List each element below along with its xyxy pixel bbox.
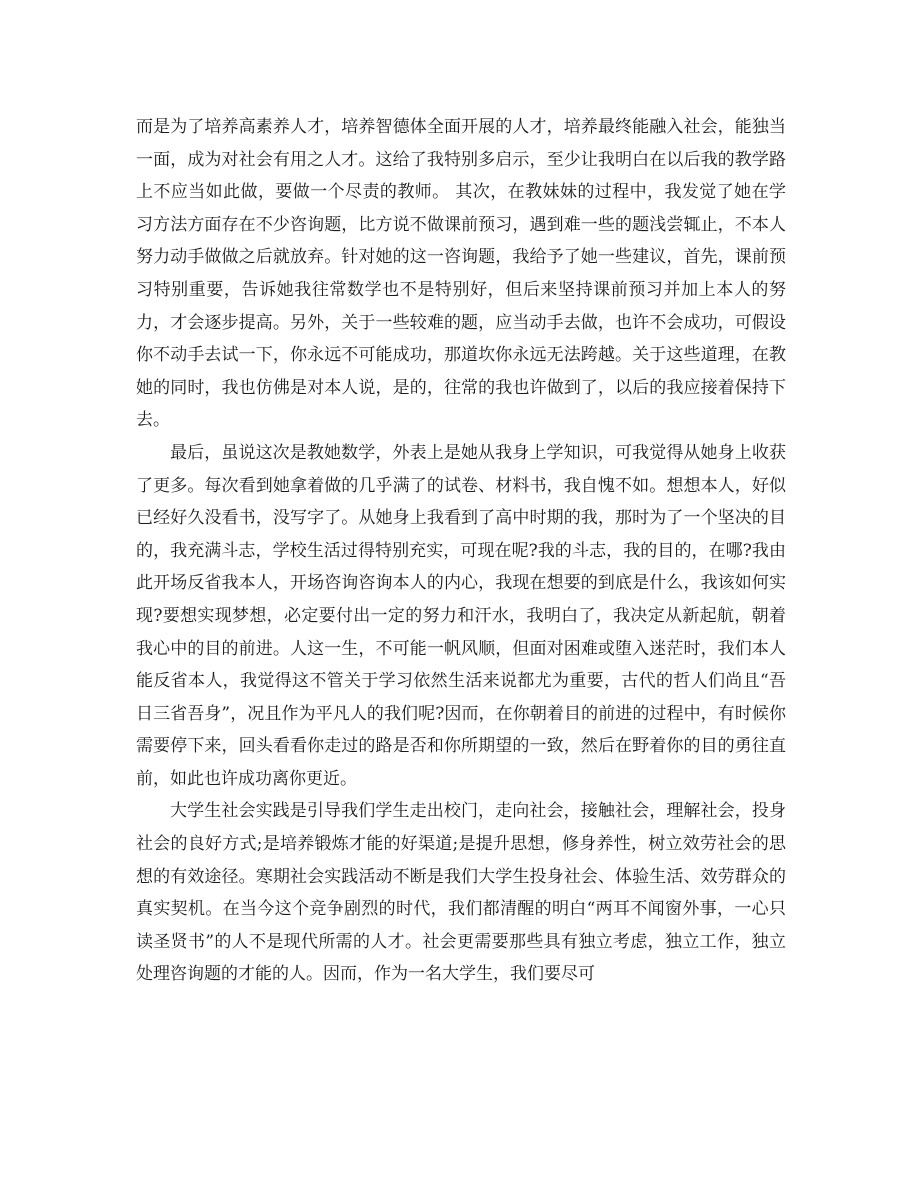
paragraph-reflection: 最后，虽说这次是教她数学，外表上是她从我身上学知识，可我觉得从她身上收获了更多。每次看到她拿着做的几乎满了的试卷、材料书，我自愧不如。想想本人，好似已经好久没看书，没写字了。从她身上我看到了高中时期的我，那时为了一个坚决的目的，我充满斗志，学校生活过得特别充实，可现在呢?我的斗志，我的目的，在哪?我由此开场反省我本人，开场咨询咨询本人的内心，我现在想要的到底是什么，我该如何实现?要想实现梦想，必定要付出一定的努力和汗水，我明白了，我决定从新起航，朝着我心中的目的前进。人这一生，不可能一帆风顺，但面对困难或堕入迷茫时，我们本人能反省本人，我觉得这不管关于学习依然生活来说都尤为重要，古代的哲人们尚且“吾日三省吾身”，况且作为平凡人的我们呢?因而，在你朝着目的前进的过程中，有时候你需要停下来，回头看看你走过的路是否和你所期望的一致，然后在野着你的目的勇往直前，如此也许成功离你更近。 (136, 442, 786, 789)
paragraph-social-practice: 大学生社会实践是引导我们学生走出校门，走向社会，接触社会，理解社会，投身社会的良好方式;是培养锻炼才能的好渠道;是提升思想，修身养性，树立效劳社会的思想的有效途径。寒期社会实践活动不断是我们大学生投身社会、体验生活、效劳群众的真实契机。在当今这个竞争剧烈的时代，我们都清醒的明白“两耳不闻窗外事，一心只读圣贤书”的人不是现代所需的人才。社会更需要那些具有独立考虑，独立工作，独立处理咨询题的才能的人。因而，作为一名大学生，我们要尽可 (136, 801, 786, 985)
paragraph-continuation: 而是为了培养高素养人才，培养智德体全面开展的人才，培养最终能融入社会，能独当一面，成为对社会有用之人才。这给了我特别多启示，至少让我明白在以后我的教学路上不应当如此做，要做一个尽责的教师。 其次，在教妹妹的过程中，我发觉了她在学习方法方面存在不少咨询题，比方说不做课前预习，遇到难一些的题浅尝辄止，不本人努力动手做做之后就放弃。针对她的这一咨询题，我给予了她一些建议，首先，课前预习特别重要，告诉她我往常数学也不是特别好，但后来坚持课前预习并加上本人的努力，才会逐步提高。另外，关于一些较难的题，应当动手去做，也许不会成功，可假设你不动手去试一下，你永远不可能成功，那道坎你永远无法跨越。关于这些道理，在教她的同时，我也仿佛是对本人说，是的，往常的我也许做到了，以后的我应接着保持下去。 (136, 117, 786, 431)
document-body (136, 111, 786, 991)
